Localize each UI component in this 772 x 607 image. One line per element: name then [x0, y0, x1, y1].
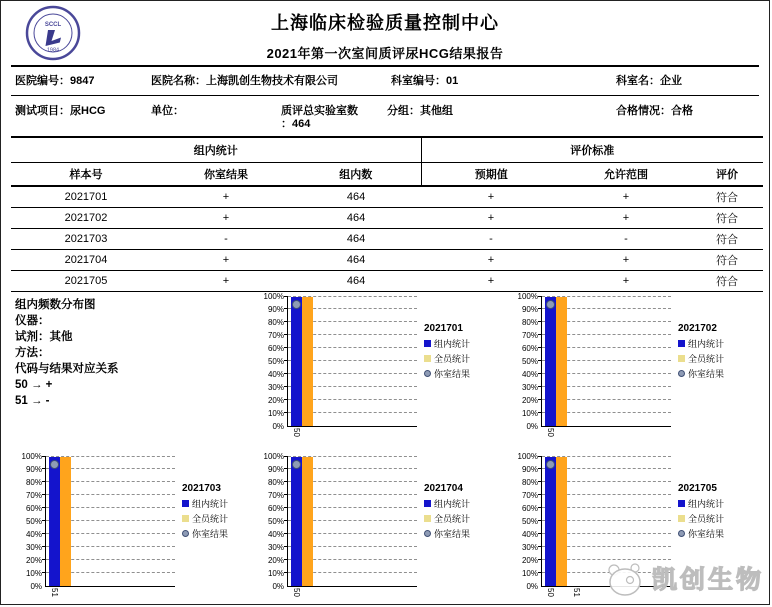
y-tick-label: 30% — [521, 542, 538, 552]
y-tick-mark — [538, 572, 542, 573]
chart-legend — [175, 457, 253, 603]
legend-item — [182, 514, 253, 524]
group-header: 评价标准 — [421, 137, 763, 162]
table-cell: + — [421, 186, 561, 207]
y-tick-label: 100% — [517, 451, 538, 461]
legend-title: 2021705 — [678, 482, 717, 494]
chart-2021703 — [11, 451, 253, 603]
legend-item — [678, 499, 761, 509]
table-cell: + — [561, 270, 691, 291]
legend-swatch-marker-icon — [678, 370, 685, 377]
table-cell: + — [161, 207, 291, 228]
table-cell: + — [161, 186, 291, 207]
y-tick-mark — [538, 520, 542, 521]
x-tick-label: 51 — [572, 587, 581, 597]
y-tick-mark — [538, 373, 542, 374]
table-cell: 2021702 — [11, 207, 161, 228]
y-tick-mark — [538, 468, 542, 469]
table-cell: + — [561, 249, 691, 270]
y-tick-mark — [284, 412, 288, 413]
y-tick-label: 90% — [267, 304, 284, 314]
y-axis — [257, 451, 287, 591]
info-field — [147, 75, 387, 88]
table-row — [11, 249, 763, 270]
y-tick-label: 80% — [25, 477, 42, 487]
y-tick-mark — [284, 360, 288, 361]
table-cell: 2021703 — [11, 228, 161, 249]
legend-swatch-overall-icon — [678, 515, 685, 522]
column-header: 样本号 — [11, 162, 161, 186]
y-tick-label: 0% — [272, 581, 284, 591]
charts-grid — [11, 291, 759, 601]
y-tick-label: 50% — [267, 516, 284, 526]
table-row — [11, 186, 763, 207]
y-tick-label: 40% — [25, 529, 42, 539]
table-group-header-row — [11, 137, 763, 162]
info-label: 分组： — [387, 105, 420, 117]
y-tick-label: 60% — [267, 503, 284, 513]
y-tick-mark — [284, 481, 288, 482]
x-axis — [287, 587, 417, 603]
notes-field: 试剂：其他 — [15, 330, 73, 343]
y-tick-label: 80% — [521, 317, 538, 327]
legend-item — [678, 339, 761, 349]
legend-swatch-group-icon — [182, 500, 189, 507]
info-field — [612, 75, 759, 88]
info-field — [383, 105, 612, 118]
legend-swatch-overall-icon — [678, 355, 685, 362]
y-tick-mark — [284, 386, 288, 387]
kaichuang-logo-icon — [602, 557, 648, 599]
y-tick-label: 100% — [263, 291, 284, 301]
legend-label: 你室结果 — [434, 528, 471, 539]
y-tick-label: 0% — [30, 581, 42, 591]
chart-2021701 — [253, 291, 507, 443]
y-tick-label: 60% — [521, 343, 538, 353]
y-tick-mark — [284, 399, 288, 400]
table-row — [11, 228, 763, 249]
table-cell: 符合 — [691, 270, 763, 291]
y-tick-mark — [284, 533, 288, 534]
info-value: 上海凯创生物技术有限公司 — [206, 75, 338, 87]
y-tick-label: 20% — [267, 395, 284, 405]
legend-swatch-overall-icon — [424, 515, 431, 522]
legend-label: 全员统计 — [434, 513, 471, 524]
notes-block — [11, 295, 253, 449]
table-cell: + — [161, 249, 291, 270]
table-cell: 符合 — [691, 228, 763, 249]
bar-overall-stat — [60, 457, 71, 586]
y-tick-label: 50% — [521, 516, 538, 526]
table-cell: 2021705 — [11, 270, 161, 291]
legend-title: 2021701 — [424, 322, 463, 334]
y-tick-mark — [284, 296, 288, 297]
legend-label: 你室结果 — [688, 368, 725, 379]
info-row-hospital — [11, 67, 759, 96]
table-cell: - — [421, 228, 561, 249]
bar-group-stat — [291, 297, 302, 426]
info-value: 企业 — [660, 75, 682, 87]
notes-title: 组内频数分布图 — [15, 298, 96, 311]
y-tick-mark — [538, 308, 542, 309]
table-cell: 2021704 — [11, 249, 161, 270]
table-cell: 2021701 — [11, 186, 161, 207]
legend-title: 2021702 — [678, 322, 717, 334]
y-tick-label: 100% — [263, 451, 284, 461]
y-tick-label: 0% — [526, 421, 538, 431]
table-cell: - — [561, 228, 691, 249]
legend-label: 组内统计 — [688, 338, 725, 349]
y-tick-label: 20% — [25, 555, 42, 565]
legend-label: 组内统计 — [688, 498, 725, 509]
legend-swatch-marker-icon — [182, 530, 189, 537]
info-value: 01 — [446, 75, 459, 87]
y-tick-mark — [284, 347, 288, 348]
legend-label: 全员统计 — [688, 353, 725, 364]
y-tick-label: 40% — [267, 369, 284, 379]
column-header: 组内数 — [291, 162, 421, 186]
info-value: ：464 — [281, 118, 311, 130]
chart-2021702 — [507, 291, 761, 443]
y-tick-mark — [42, 494, 46, 495]
y-tick-mark — [284, 572, 288, 573]
y-tick-mark — [538, 456, 542, 457]
column-header: 允许范围 — [561, 162, 691, 186]
y-tick-label: 60% — [25, 503, 42, 513]
legend-swatch-overall-icon — [182, 515, 189, 522]
y-tick-mark — [42, 507, 46, 508]
info-value: 尿HCG — [70, 105, 106, 117]
y-tick-mark — [284, 468, 288, 469]
legend-item — [678, 354, 761, 364]
notes-field: 方法： — [15, 346, 50, 359]
info-label: 科室名： — [616, 75, 660, 87]
y-tick-label: 10% — [267, 408, 284, 418]
y-tick-mark — [538, 334, 542, 335]
legend-title: 2021703 — [182, 482, 221, 494]
table-cell: 464 — [291, 249, 421, 270]
y-tick-mark — [538, 321, 542, 322]
y-tick-label: 40% — [521, 369, 538, 379]
info-value: 9847 — [70, 75, 95, 87]
y-tick-mark — [284, 456, 288, 457]
table-cell: + — [421, 249, 561, 270]
y-tick-mark — [284, 520, 288, 521]
column-header: 预期值 — [421, 162, 561, 186]
legend-item — [678, 514, 761, 524]
legend-label: 全员统计 — [434, 353, 471, 364]
y-tick-mark — [538, 559, 542, 560]
legend-swatch-overall-icon — [424, 355, 431, 362]
y-tick-label: 90% — [25, 464, 42, 474]
bar-group-stat — [49, 457, 60, 586]
y-tick-mark — [42, 481, 46, 482]
table-cell: 464 — [291, 186, 421, 207]
legend-label: 你室结果 — [192, 528, 229, 539]
watermark-text: 凯创生物 — [651, 566, 764, 594]
code-mapping: 51 → - — [15, 394, 50, 407]
y-tick-label: 70% — [267, 330, 284, 340]
plot — [287, 457, 417, 587]
y-tick-label: 40% — [521, 529, 538, 539]
y-tick-label: 30% — [267, 382, 284, 392]
chart-cell-2021704 — [253, 451, 507, 601]
column-header: 评价 — [691, 162, 763, 186]
chart-cell-2021701 — [253, 291, 507, 449]
info-label: 合格情况： — [616, 105, 671, 117]
y-tick-label: 100% — [21, 451, 42, 461]
legend-label: 组内统计 — [434, 338, 471, 349]
y-axis — [15, 451, 45, 591]
info-field — [147, 105, 277, 118]
table-cell: 符合 — [691, 186, 763, 207]
y-tick-label: 70% — [521, 490, 538, 500]
y-tick-label: 90% — [521, 464, 538, 474]
legend-item — [182, 529, 253, 539]
legend-item — [678, 369, 761, 379]
y-tick-mark — [284, 507, 288, 508]
plot-area — [541, 297, 671, 443]
x-axis — [45, 587, 175, 603]
group-header: 组内统计 — [11, 137, 421, 162]
y-tick-mark — [42, 546, 46, 547]
report-header — [11, 1, 759, 67]
y-tick-label: 0% — [272, 421, 284, 431]
plot — [287, 297, 417, 427]
y-tick-mark — [284, 334, 288, 335]
y-tick-mark — [42, 468, 46, 469]
legend-label: 组内统计 — [192, 498, 229, 509]
y-tick-label: 20% — [267, 555, 284, 565]
y-tick-mark — [538, 481, 542, 482]
table-cell: + — [561, 186, 691, 207]
table-cell: + — [161, 270, 291, 291]
plot-area — [287, 457, 417, 603]
y-tick-label: 80% — [267, 317, 284, 327]
y-tick-mark — [538, 296, 542, 297]
legend-swatch-group-icon — [424, 340, 431, 347]
y-tick-mark — [42, 572, 46, 573]
y-tick-label: 40% — [267, 529, 284, 539]
notes-field: 仪器： — [15, 314, 50, 327]
y-tick-mark — [538, 386, 542, 387]
y-tick-mark — [42, 520, 46, 521]
plot — [541, 297, 671, 427]
y-tick-label: 30% — [25, 542, 42, 552]
x-tick-label: 50 — [546, 587, 555, 597]
info-field — [11, 105, 147, 118]
bar-overall-stat — [302, 457, 313, 586]
x-tick-label: 50 — [292, 427, 301, 437]
sccl-logo-icon — [25, 5, 81, 61]
y-tick-label: 70% — [521, 330, 538, 340]
y-tick-label: 90% — [267, 464, 284, 474]
table-cell: 464 — [291, 228, 421, 249]
page-subtitle: 2021年第一次室间质评尿HCG结果报告 — [266, 46, 504, 61]
y-tick-label: 20% — [521, 555, 538, 565]
y-tick-label: 10% — [521, 408, 538, 418]
x-axis — [541, 427, 671, 443]
legend-item — [678, 529, 761, 539]
y-axis — [257, 291, 287, 431]
legend-item — [424, 369, 507, 379]
code-mapping: 50 → + — [15, 378, 53, 391]
y-tick-label: 80% — [267, 477, 284, 487]
chart-2021704 — [253, 451, 507, 603]
info-label: 测试项目： — [15, 105, 70, 117]
table-column-header-row — [11, 162, 763, 186]
legend-swatch-group-icon — [678, 340, 685, 347]
chart-cell-2021702 — [507, 291, 761, 449]
bar-group-stat — [545, 457, 556, 586]
page-title: 上海临床检验质量控制中心 — [271, 13, 499, 33]
legend-swatch-group-icon — [678, 500, 685, 507]
info-row-test — [11, 96, 759, 136]
table-cell: + — [421, 270, 561, 291]
y-tick-mark — [284, 373, 288, 374]
info-label: 医院编号： — [15, 75, 70, 87]
notes-mapping-title: 代码与结果对应关系 — [15, 362, 119, 375]
y-tick-label: 30% — [521, 382, 538, 392]
bar-overall-stat — [556, 457, 567, 586]
y-tick-label: 60% — [521, 503, 538, 513]
legend-item — [424, 514, 507, 524]
plot — [45, 457, 175, 587]
x-tick-label: 50 — [546, 427, 555, 437]
y-tick-label: 50% — [267, 356, 284, 366]
y-tick-label: 50% — [521, 356, 538, 366]
logo-year: 1984 — [46, 47, 60, 54]
legend-swatch-marker-icon — [424, 370, 431, 377]
plot-area — [287, 297, 417, 443]
y-tick-label: 20% — [521, 395, 538, 405]
info-field — [277, 105, 383, 131]
legend-label: 组内统计 — [434, 498, 471, 509]
y-tick-mark — [538, 546, 542, 547]
y-tick-label: 80% — [521, 477, 538, 487]
y-axis — [511, 451, 541, 591]
column-header: 你室结果 — [161, 162, 291, 186]
info-field — [11, 75, 147, 88]
info-label: 科室编号： — [391, 75, 446, 87]
legend-swatch-group-icon — [424, 500, 431, 507]
y-tick-mark — [284, 494, 288, 495]
legend-label: 你室结果 — [688, 528, 725, 539]
y-tick-mark — [538, 533, 542, 534]
info-label: 质评总实验室数 — [281, 105, 358, 117]
header-titles — [11, 1, 759, 62]
legend-item — [424, 529, 507, 539]
legend-label: 全员统计 — [192, 513, 229, 524]
legend-item — [424, 354, 507, 364]
y-tick-mark — [538, 412, 542, 413]
table-row — [11, 270, 763, 291]
logo-acronym: SCCL — [44, 22, 62, 28]
y-tick-mark — [284, 308, 288, 309]
info-value: 合格 — [671, 105, 693, 117]
y-tick-mark — [538, 494, 542, 495]
legend-item — [424, 499, 507, 509]
y-tick-mark — [42, 533, 46, 534]
y-tick-mark — [284, 321, 288, 322]
info-field — [387, 75, 612, 88]
legend-swatch-marker-icon — [424, 530, 431, 537]
results-table — [11, 136, 763, 292]
y-tick-label: 70% — [25, 490, 42, 500]
y-tick-mark — [538, 399, 542, 400]
x-tick-label: 50 — [292, 587, 301, 597]
y-tick-mark — [284, 559, 288, 560]
y-tick-label: 70% — [267, 490, 284, 500]
plot-area — [45, 457, 175, 603]
table-cell: + — [561, 207, 691, 228]
bar-overall-stat — [302, 297, 313, 426]
x-axis — [287, 427, 417, 443]
y-tick-label: 90% — [521, 304, 538, 314]
legend-label: 全员统计 — [688, 513, 725, 524]
y-tick-label: 10% — [267, 568, 284, 578]
table-cell: 符合 — [691, 249, 763, 270]
y-tick-mark — [42, 559, 46, 560]
y-tick-mark — [42, 456, 46, 457]
table-cell: 符合 — [691, 207, 763, 228]
y-tick-mark — [538, 360, 542, 361]
y-tick-mark — [284, 546, 288, 547]
info-label: 单位： — [151, 105, 184, 117]
table-cell: + — [421, 207, 561, 228]
chart-cell-2021703 — [11, 451, 253, 601]
y-tick-label: 10% — [521, 568, 538, 578]
info-value: 其他组 — [420, 105, 453, 117]
legend-item — [424, 339, 507, 349]
y-tick-label: 50% — [25, 516, 42, 526]
y-tick-mark — [538, 507, 542, 508]
chart-legend — [671, 297, 761, 443]
table-cell: 464 — [291, 270, 421, 291]
legend-title: 2021704 — [424, 482, 463, 494]
y-tick-label: 0% — [526, 581, 538, 591]
y-tick-label: 30% — [267, 542, 284, 552]
legend-label: 你室结果 — [434, 368, 471, 379]
y-tick-label: 60% — [267, 343, 284, 353]
bar-group-stat — [545, 297, 556, 426]
bar-group-stat — [291, 457, 302, 586]
table-row — [11, 207, 763, 228]
y-tick-mark — [538, 347, 542, 348]
info-field — [612, 105, 759, 118]
y-axis — [511, 291, 541, 431]
watermark — [602, 557, 764, 599]
table-cell: - — [161, 228, 291, 249]
legend-item — [182, 499, 253, 509]
bar-overall-stat — [556, 297, 567, 426]
info-label: 医院名称： — [151, 75, 206, 87]
chart-legend — [417, 297, 507, 443]
chart-legend — [417, 457, 507, 603]
legend-swatch-marker-icon — [678, 530, 685, 537]
table-cell: 464 — [291, 207, 421, 228]
y-tick-label: 10% — [25, 568, 42, 578]
y-tick-label: 100% — [517, 291, 538, 301]
x-tick-label: 51 — [50, 587, 59, 597]
